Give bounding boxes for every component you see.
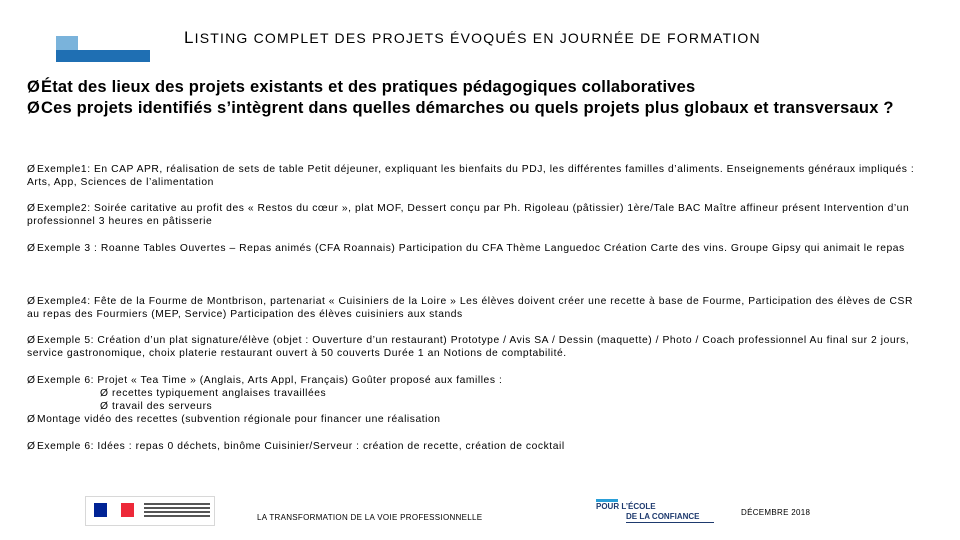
arrow-bullet-icon: Ø: [27, 441, 36, 452]
title-rest: ISTING COMPLET DES PROJETS ÉVOQUÉS EN JOURNÉE DE FORMATION: [194, 30, 761, 46]
slide-title: [184, 28, 761, 48]
example-item-4: ØExemple4: Fête de la Fourme de Montbrison, partenariat « Cuisiniers de la Loire » Les élèves doivent créer une recette à base de Fourme, Participation des élèves de CSR au repas des Fourmiers (MEP, Service) Participation des élèves cuisiniers aux stands: [27, 296, 913, 321]
arrow-bullet-icon: Ø: [27, 375, 36, 386]
ministry-logo: [85, 496, 215, 526]
sub-item-1: Ø recettes typiquement anglaises travaillées: [100, 388, 327, 399]
corner-decoration: [0, 0, 150, 70]
ministry-text-lines: [144, 501, 210, 519]
example-item-5: ØExemple 5: Création d’un plat signature/élève (objet : Ouverture d’un restaurant) Prototype / Avis SA / Dessin (maquette) / Photo / Coach professionnel Au final sur 2 jours, service gastronomique, choix platerie restaurant ouvert à 50 couverts Durée 1 an Notions de comptabilité.: [27, 335, 910, 360]
french-flag-icon: [94, 503, 134, 517]
example-item-last: ØExemple 6: Idées : repas 0 déchets, binôme Cuisinier/Serveur : création de recette, création de cocktail: [27, 441, 565, 452]
footer-date: DÉCEMBRE 2018: [741, 508, 811, 517]
headline-1: ØÉtat des lieux des projets existants et des pratiques pédagogiques collaboratives: [27, 78, 696, 96]
arrow-bullet-icon: Ø: [27, 78, 41, 96]
footer-center-text: LA TRANSFORMATION DE LA VOIE PROFESSIONNELLE: [257, 513, 483, 522]
example-item-video: ØMontage vidéo des recettes (subvention régionale pour financer une réalisation: [27, 414, 441, 425]
ecole-confiance-logo: [590, 497, 720, 527]
example-item-3: ØExemple 3 : Roanne Tables Ouvertes – Repas animés (CFA Roannais) Participation du CFA Thème Languedoc Création Carte des vins. Groupe Gipsy qui animait le repas: [27, 243, 905, 254]
corner-bar-horizontal: [56, 50, 150, 62]
arrow-bullet-icon: Ø: [27, 164, 36, 175]
example-item-2: ØExemple2: Soirée caritative au profit des « Restos du cœur », plat MOF, Dessert conçu par Ph. Rigoleau (pâtissier) 1ère/Tale BAC Maître affineur présent Intervention d’un professionnel 3 heures en pâtisserie: [27, 203, 910, 228]
logo-line-1: POUR L’ÉCOLE: [596, 502, 656, 511]
arrow-bullet-icon: Ø: [27, 296, 36, 307]
sub-item-2: Ø travail des serveurs: [100, 401, 213, 412]
arrow-bullet-icon: Ø: [27, 99, 41, 117]
example-item-1: ØExemple1: En CAP APR, réalisation de sets de table Petit déjeuner, expliquant les bienfaits du PDJ, les différentes familles d’aliments. Enseignements généraux impliqués : Arts, App, Sciences de l’alimentation: [27, 164, 915, 189]
headline-2: ØCes projets identifiés s’intègrent dans quelles démarches ou quels projets plus globaux et transversaux ?: [27, 99, 894, 117]
arrow-bullet-icon: Ø: [27, 203, 36, 214]
logo-underline: [626, 522, 714, 523]
example-item-6: ØExemple 6: Projet « Tea Time » (Anglais, Arts Appl, Français) Goûter proposé aux familles :: [27, 375, 503, 386]
title-first-letter: L: [184, 28, 195, 47]
logo-line-2: DE LA CONFIANCE: [626, 512, 700, 521]
arrow-bullet-icon: Ø: [27, 335, 36, 346]
arrow-bullet-icon: Ø: [100, 401, 109, 412]
arrow-bullet-icon: Ø: [100, 388, 109, 399]
arrow-bullet-icon: Ø: [27, 414, 36, 425]
arrow-bullet-icon: Ø: [27, 243, 36, 254]
